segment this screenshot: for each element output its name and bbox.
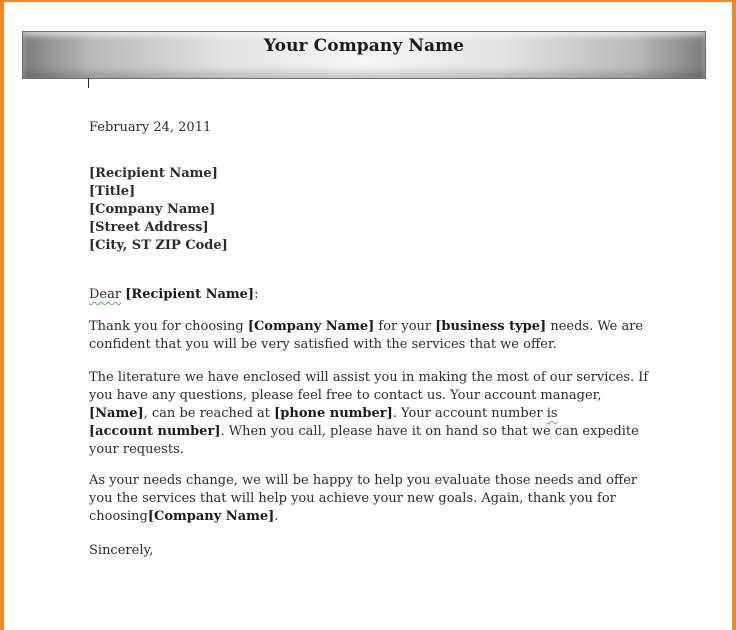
paragraph-literature bbox=[89, 369, 659, 459]
para2-line2: you have any questions, please feel free to contact us. Your account manager, bbox=[89, 388, 602, 403]
recipient-name: [Recipient Name] bbox=[89, 166, 218, 181]
company-name-title: Your Company Name bbox=[263, 36, 465, 56]
closing: Sincerely, bbox=[89, 543, 154, 558]
salutation bbox=[89, 286, 258, 304]
para2-account-number: [account number] bbox=[89, 424, 221, 439]
text-cursor bbox=[88, 78, 89, 88]
para2-line5: your requests. bbox=[89, 442, 184, 457]
para2-line1: The literature we have enclosed will assist you in making the most of our services. If bbox=[89, 370, 649, 385]
salutation-recipient: [Recipient Name] bbox=[125, 287, 255, 302]
para3-line2: you the services that will help you achieve your new goals. Again, thank you for bbox=[89, 491, 616, 506]
para2-phone-number: [phone number] bbox=[274, 406, 393, 421]
recipient-city-state-zip: [City, ST ZIP Code] bbox=[89, 238, 228, 253]
recipient-address-block bbox=[89, 165, 228, 255]
para2-name: [Name] bbox=[89, 406, 144, 421]
para3-company-name: [Company Name] bbox=[147, 509, 275, 524]
recipient-company: [Company Name] bbox=[89, 202, 216, 217]
para1-text: for your bbox=[374, 319, 436, 334]
para2-text: . When you call, please have it on hand so that we can expedite bbox=[220, 424, 639, 439]
para1-text: Thank you for choosing bbox=[89, 319, 248, 334]
para2-text: . Your account number bbox=[392, 406, 547, 421]
para2-is: is bbox=[546, 406, 558, 421]
para1-company-name: [Company Name] bbox=[247, 319, 375, 334]
letter-date: February 24, 2011 bbox=[89, 120, 212, 135]
para1-line2: confident that you will be very satisfied with the services that we offer. bbox=[89, 337, 557, 352]
para3-line1: As your needs change, we will be happy to help you evaluate those needs and offer bbox=[89, 473, 638, 488]
para1-text: needs. We are bbox=[546, 319, 644, 334]
salutation-colon: : bbox=[254, 287, 259, 302]
para3-text: . bbox=[274, 509, 279, 524]
paragraph-thank-you bbox=[89, 318, 659, 354]
para1-business-type: [business type] bbox=[435, 319, 547, 334]
recipient-street: [Street Address] bbox=[89, 220, 209, 235]
para2-text: , can be reached at bbox=[143, 406, 275, 421]
salutation-dear: Dear bbox=[89, 287, 122, 302]
para3-text: choosing bbox=[89, 509, 148, 524]
recipient-title: [Title] bbox=[89, 184, 136, 199]
paragraph-needs-change bbox=[89, 472, 659, 526]
